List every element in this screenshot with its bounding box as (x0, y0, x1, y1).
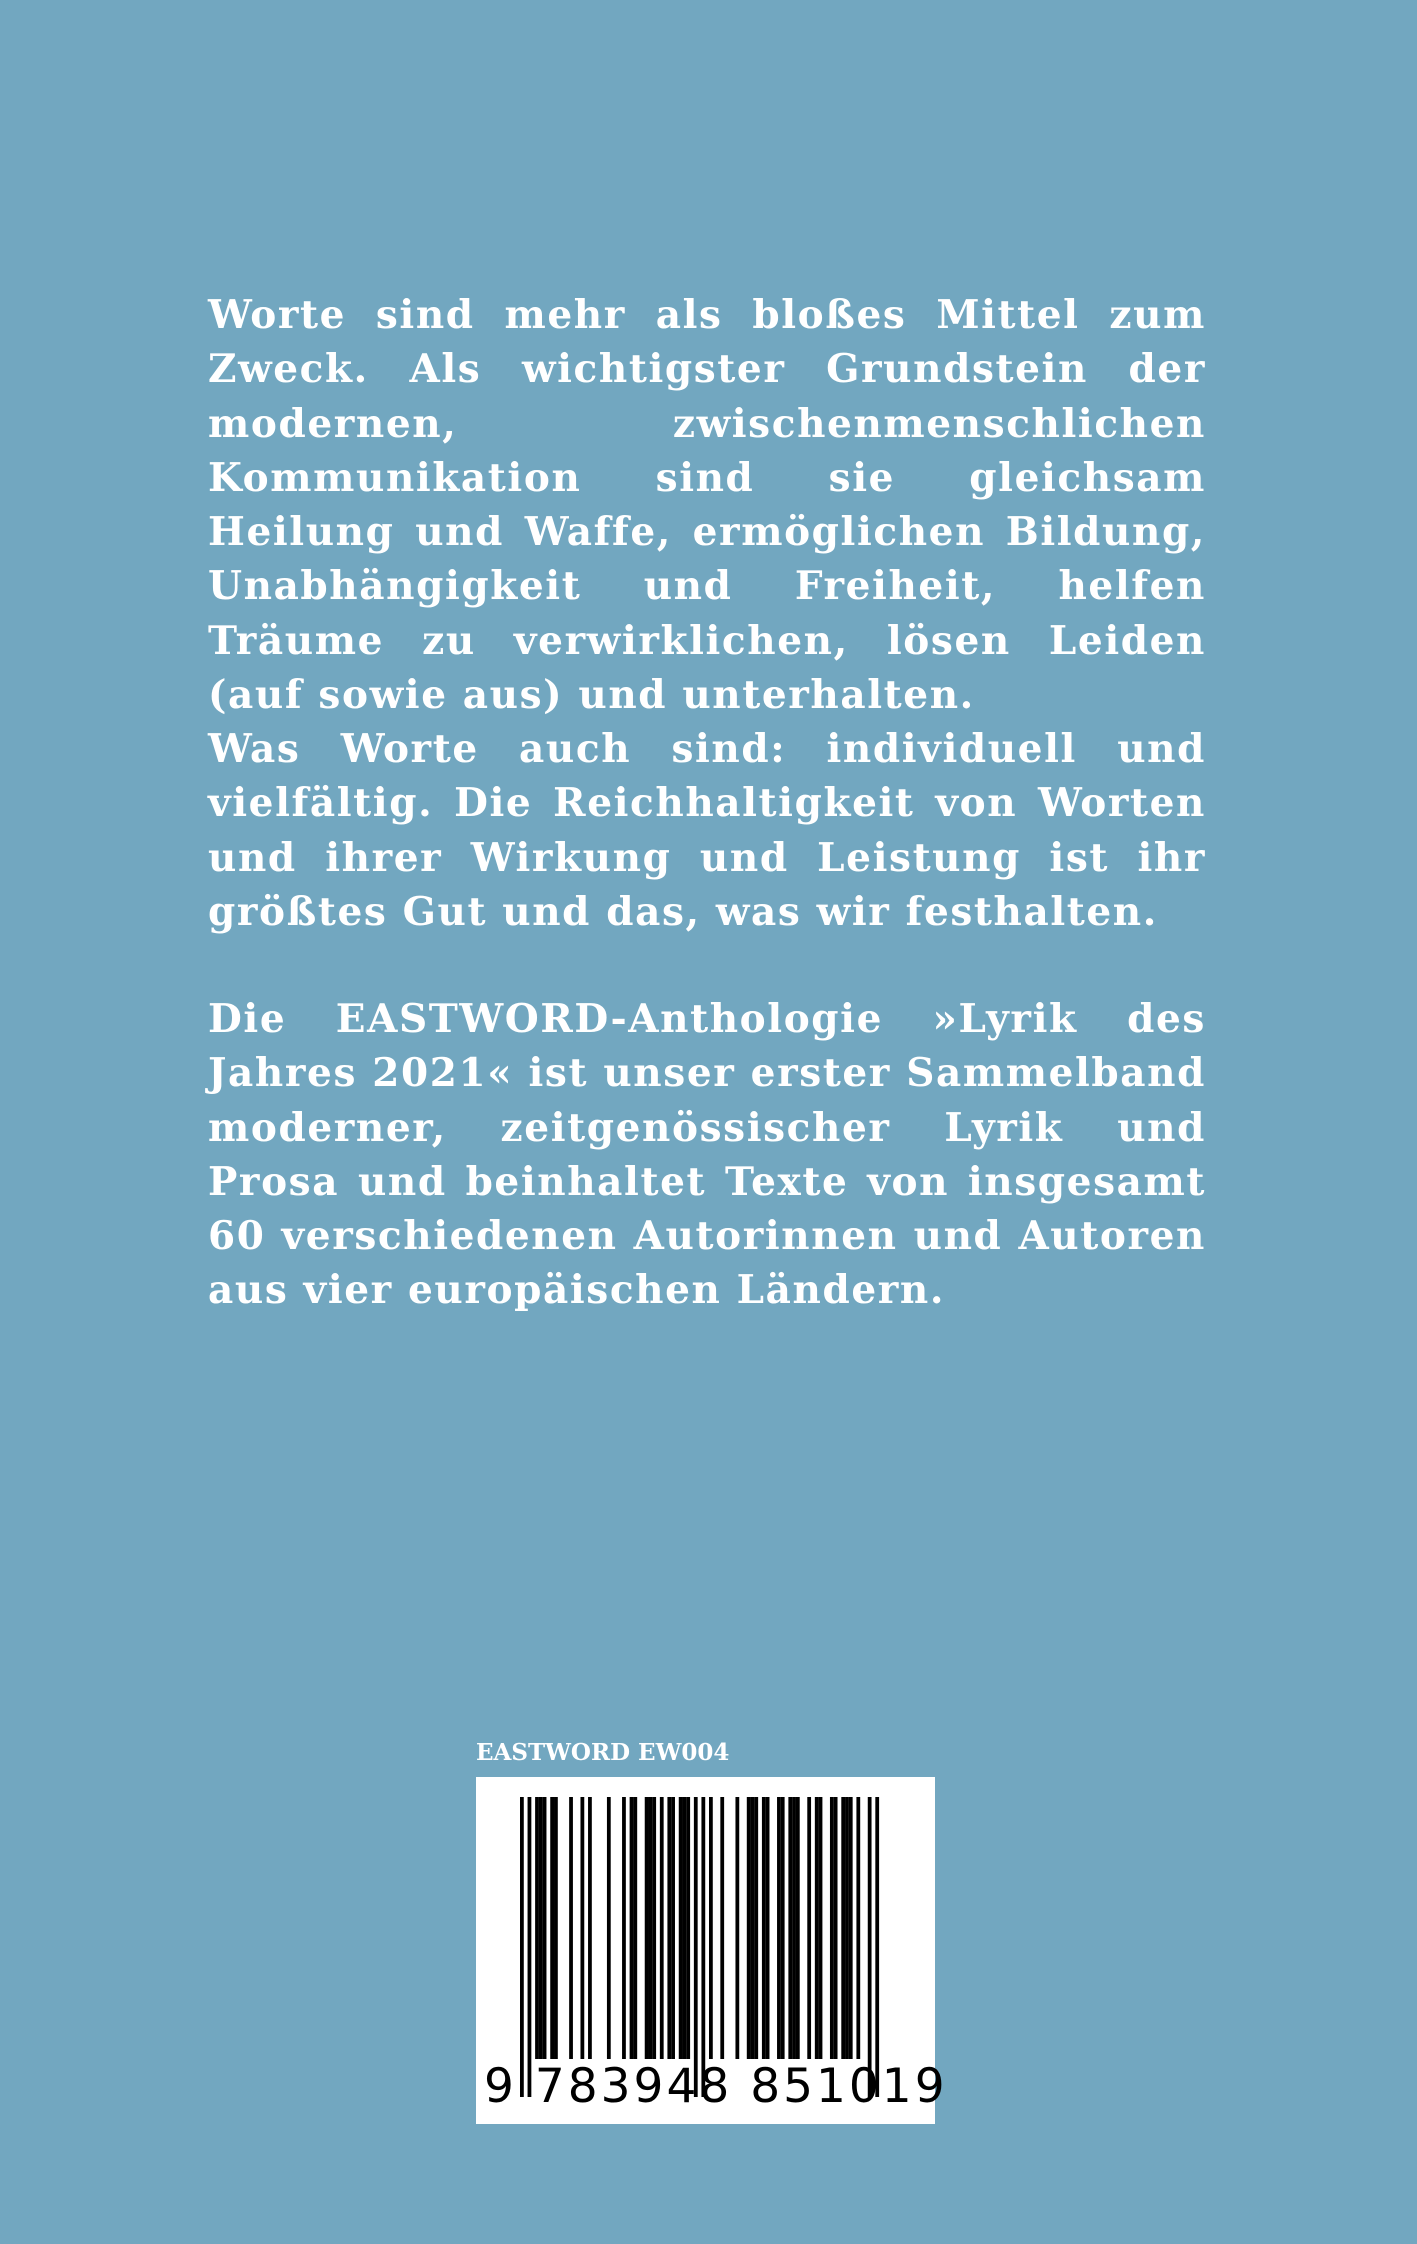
barcode-bar (701, 1797, 705, 2097)
barcode-bar (807, 1797, 811, 2059)
barcode-bar (781, 1797, 785, 2059)
barcode-bar (720, 1797, 724, 2059)
barcode-bar (535, 1797, 539, 2059)
barcode-bar (686, 1797, 690, 2059)
barcode-bar (649, 1797, 653, 2059)
barcode-bar (792, 1797, 796, 2059)
barcode-bar (554, 1797, 558, 2059)
barcode-bar (630, 1797, 634, 2059)
barcode-digits: 9 783948 851019 (484, 2059, 948, 2114)
barcode-bar (528, 1797, 532, 2097)
barcode-bar (735, 1797, 739, 2059)
barcode-label: EASTWORD EW004 (476, 1739, 730, 1766)
barcode-bar (868, 1797, 872, 2097)
barcode-bar (694, 1797, 698, 2097)
barcode-bar (660, 1797, 664, 2059)
barcode-bar (747, 1797, 751, 2059)
blurb-paragraph-3: Die EASTWORD-Anthologie »Lyrik des Jahres 2021« ist unser erster Sammelband moderner, zeitgenössischer Lyrik und Prosa und beinhaltet Texte von insgesamt 60 verschiedenen Autorinnen und Autoren aus vier europäischen Ländern. (208, 996, 1206, 1314)
barcode-bar (796, 1797, 800, 2059)
barcode-bar (830, 1797, 834, 2059)
barcode-bar (520, 1797, 524, 2097)
barcode-bar (766, 1797, 770, 2059)
barcode-bar (671, 1797, 675, 2059)
barcode-bar (539, 1797, 543, 2059)
barcode-bar (550, 1797, 554, 2059)
barcode-bar (834, 1797, 838, 2059)
barcode-bar (683, 1797, 687, 2059)
barcode-bar (652, 1797, 656, 2059)
barcode-bar (754, 1797, 758, 2059)
barcode-bar (777, 1797, 781, 2059)
barcode-bar (633, 1797, 637, 2059)
barcode-bar (588, 1797, 592, 2059)
barcode-bar (607, 1797, 611, 2059)
barcode-bar (762, 1797, 766, 2059)
barcode-bar (875, 1797, 879, 2097)
barcode-bar (788, 1797, 792, 2059)
barcode-bar (543, 1797, 547, 2059)
barcode-bar (580, 1797, 584, 2059)
blurb-paragraph-2: Was Worte auch sind: individuell und vielfältig. Die Reichhaltigkeit von Worten und ihrer Wirkung und Leistung ist ihr größtes Gut und das, was wir festhalten. (208, 726, 1206, 935)
barcode-bar (815, 1797, 819, 2059)
barcode-bar (679, 1797, 683, 2059)
barcode-bar (667, 1797, 671, 2059)
barcode-bar (856, 1797, 860, 2059)
barcode-bar (709, 1797, 713, 2059)
blurb-paragraph-1: Worte sind mehr als bloßes Mittel zum Zweck. Als wichtigster Grundstein der modernen, zwischenmenschlichen Kommunikation sind sie gleichsam Heilung und Waffe, ermöglichen Bildung, Unabhängigkeit und Freiheit, helfen Träume zu verwirklichen, lösen Leiden (auf sowie aus) und unterhalten. (208, 292, 1206, 719)
barcode-bar (645, 1797, 649, 2059)
barcode-bar (845, 1797, 849, 2059)
barcode-bar (849, 1797, 853, 2059)
barcode-bar (819, 1797, 823, 2059)
barcode (476, 1777, 948, 2124)
barcode-bar (841, 1797, 845, 2059)
barcode-bar (622, 1797, 626, 2059)
barcode-bar (569, 1797, 573, 2059)
barcode-bar (751, 1797, 755, 2059)
